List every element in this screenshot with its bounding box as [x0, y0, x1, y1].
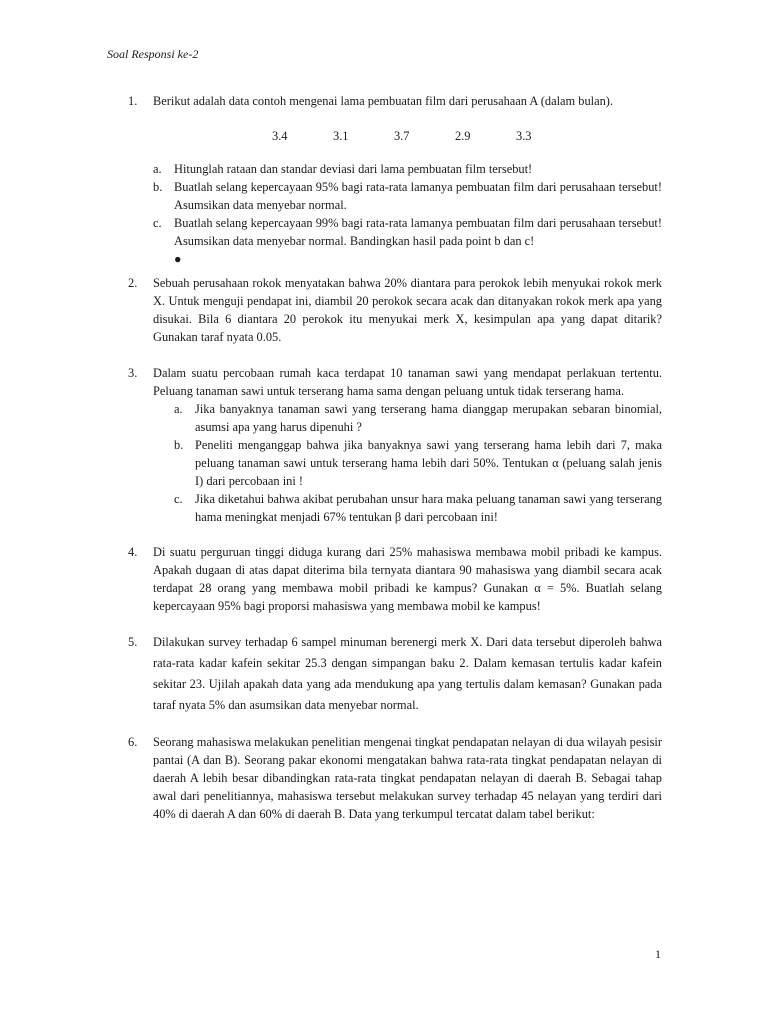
sub-question-b [153, 178, 662, 214]
sub-text: Buatlah selang kepercayaan 99% bagi rata-rata lamanya pembuatan film dari perusahaan tersebut! Asumsikan data menyebar normal. Bandingkan hasil pada point b dan c! [174, 216, 662, 248]
sub-text: Hitunglah rataan dan standar deviasi dari lama pembuatan film tersebut! [174, 162, 533, 176]
sub-text: Buatlah selang kepercayaan 95% bagi rata-rata lamanya pembuatan film dari perusahaan tersebut! Asumsikan data menyebar normal. [174, 180, 662, 212]
data-value: 3.3 [516, 129, 532, 143]
question-text: Sebuah perusahaan rokok menyatakan bahwa 20% diantara para perokok lebih menyukai rokok merk X. Untuk menguji pendapat ini, diambil 20 perokok secara acak dan ditanyakan rokok merk apa yang disukai. Bila 6 diantara 20 perokok itu menyukai merk X, kesimpulan apa yang dapat ditarik? Gunakan taraf nyata 0.05. [153, 276, 662, 344]
sub-letter: b. [153, 180, 163, 194]
question-5 [128, 632, 662, 716]
question-text: Berikut adalah data contoh mengenai lama pembuatan film dari perusahaan A (dalam bulan). [153, 94, 614, 108]
page-number: 1 [655, 947, 661, 961]
question-3 [128, 364, 662, 526]
sub-letter: a. [174, 402, 183, 416]
question-number: 2. [128, 276, 138, 290]
document-content [128, 92, 662, 823]
question-2 [128, 274, 662, 346]
question-6 [128, 733, 662, 823]
question-1 [128, 92, 662, 268]
question-text: Dilakukan survey terhadap 6 sampel minuman berenergi merk X. Dari data tersebut diperoleh bahwa rata-rata kadar kafein sekitar 25.3 dengan simpangan baku 2. Dalam kemasan tertulis kadar kafein sekitar 23. Ujilah apakah data yang ada mendukung apa yang tertulis dalam kemasan? Gunakan pada taraf nyata 5% dan asumsikan data menyebar normal. [153, 635, 662, 712]
sub-question-c [153, 214, 662, 250]
data-value: 3.4 [272, 129, 288, 143]
question-number: 1. [128, 94, 138, 108]
page-header: Soal Responsi ke-2 [107, 47, 199, 61]
data-value: 3.7 [394, 129, 410, 143]
data-value: 3.1 [333, 129, 349, 143]
question-text: Dalam suatu percobaan rumah kaca terdapat 10 tanaman sawi yang mendapat perlakuan tertentu. Peluang tanaman sawi untuk terserang hama sama dengan peluang untuk tidak terserang hama. [153, 366, 662, 398]
question-number: 3. [128, 366, 138, 380]
bullet-icon: ● [174, 252, 182, 266]
sub-text: Jika banyaknya tanaman sawi yang terserang hama dianggap merupakan sebaran binomial, asumsi apa yang harus dipenuhi ? [195, 402, 662, 434]
sub-letter: c. [174, 492, 183, 506]
sub-letter: a. [153, 162, 162, 176]
sub-question-b [174, 436, 662, 490]
data-values [153, 127, 662, 145]
question-number: 5. [128, 635, 138, 649]
sub-text: Peneliti menganggap bahwa jika banyaknya sawi yang terserang hama lebih dari 7, maka peluang tanaman sawi untuk terserang hama lebih dari 50%. Tentukan α (peluang salah jenis I) dari percobaan ini ! [195, 438, 662, 488]
question-text: Seorang mahasiswa melakukan penelitian mengenai tingkat pendapatan nelayan di dua wilayah pesisir pantai (A dan B). Seorang pakar ekonomi mengatakan bahwa rata-rata tingkat pendapatan nelayan di daerah A lebih besar dibandingkan rata-rata tingkat pendapatan nelayan di daerah B. Sebagai tahap awal dari penelitiannya, mahasiswa tersebut melakukan survey terhadap 45 nelayan yang terdiri dari 40% di daerah A dan 60% di daerah B. Data yang terkumpul tercatat dalam tabel berikut: [153, 735, 662, 821]
question-number: 4. [128, 545, 138, 559]
question-number: 6. [128, 735, 138, 749]
sub-letter: c. [153, 216, 162, 230]
sub-letter: b. [174, 438, 184, 452]
question-4 [128, 543, 662, 615]
data-value: 2.9 [455, 129, 471, 143]
sub-question-c [174, 490, 662, 526]
sub-question-a [174, 400, 662, 436]
sub-question-a [153, 160, 662, 178]
question-text: Di suatu perguruan tinggi diduga kurang dari 25% mahasiswa membawa mobil pribadi ke kampus. Apakah dugaan di atas dapat diterima bila ternyata diantara 90 mahasiswa yang diambil secara acak terdapat 28 orang yang membawa mobil pribadi ke kampus? Gunakan α = 5%. Buatlah selang kepercayaan 95% bagi proporsi mahasiswa yang membawa mobil ke kampus! [153, 545, 662, 613]
sub-text: Jika diketahui bahwa akibat perubahan unsur hara maka peluang tanaman sawi yang terserang hama meningkat menjadi 67% tentukan β dari percobaan ini! [195, 492, 662, 524]
